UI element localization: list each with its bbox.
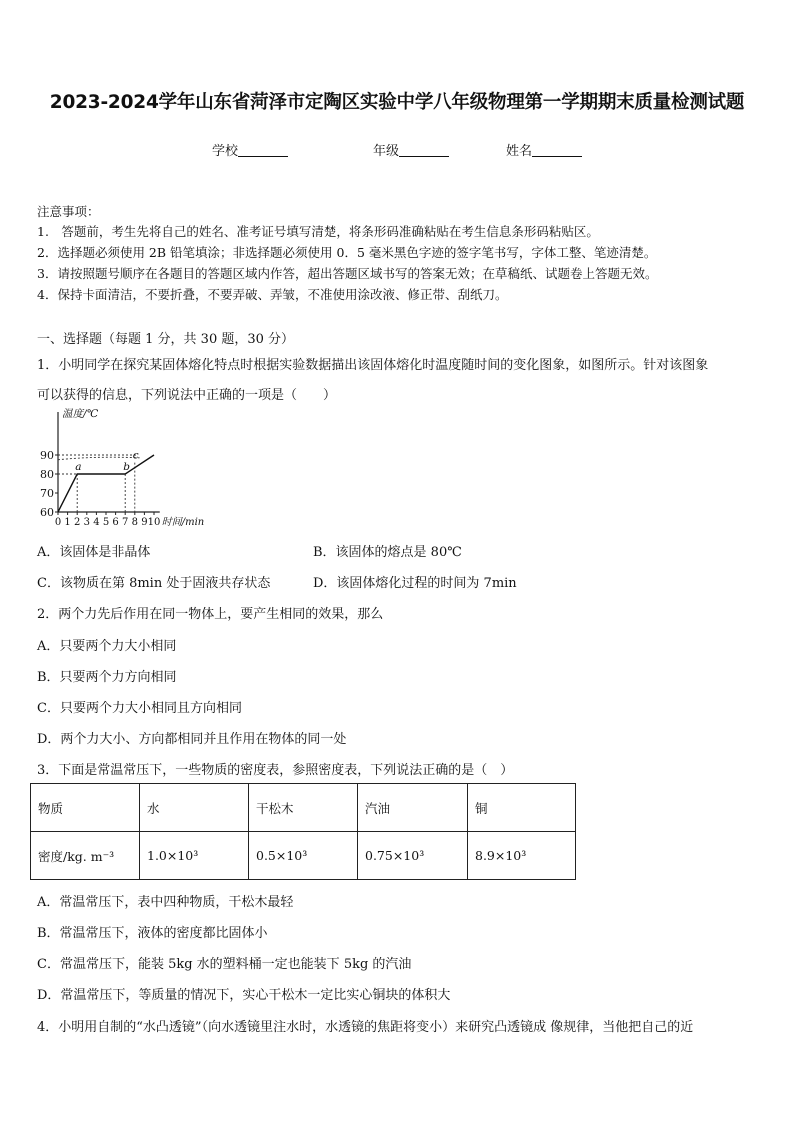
note-item-3: 3．请按照题号顺序在各题目的答题区域内作答，超出答题区域书写的答案无效；在草稿纸、试题卷上答题无效。 <box>37 266 658 281</box>
q3-option-d[interactable]: D．常温常压下，等质量的情况下，实心干松木一定比实心铜块的体积大 <box>37 988 451 1003</box>
chart-series <box>58 455 154 512</box>
q1-option-b[interactable]: B．该固体的熔点是 80℃ <box>313 545 462 560</box>
q2-option-d[interactable]: D．两个力大小、方向都相同并且作用在物体的同一处 <box>37 732 347 747</box>
name-blank <box>532 144 582 157</box>
x-tick-label: 0 <box>54 517 62 528</box>
notes-heading: 注意事项： <box>37 204 100 219</box>
table-cell: 物质 <box>31 784 140 832</box>
y-tick-label: 90 <box>40 449 54 462</box>
table-row <box>31 832 576 880</box>
name-field <box>506 140 582 159</box>
y-axis-title: 温度/℃ <box>62 408 99 420</box>
y-tick-label: 80 <box>40 468 54 481</box>
x-tick-label: 10 <box>147 517 161 528</box>
table-cell: 1.0×10³ <box>140 832 249 880</box>
q2-option-c[interactable]: C．只要两个力大小相同且方向相同 <box>37 701 242 716</box>
document-title: 2023-2024学年山东省菏泽市定陶区实验中学八年级物理第一学期期末质量检测试题 <box>49 92 745 113</box>
x-tick-label: 6 <box>112 517 119 528</box>
upper-dashed-curve <box>58 457 140 460</box>
table-cell: 0.5×10³ <box>249 832 358 880</box>
y-tick-label: 60 <box>40 506 54 519</box>
note-item-1: 1. 答题前，考生先将自己的姓名、准考证号填写清楚，将条形码准确粘贴在考生信息条形码粘贴区。 <box>37 224 599 239</box>
q1-stem-line2: 可以获得的信息，下列说法中正确的一项是（ ） <box>37 388 337 403</box>
q3-stem: 3．下面是常温常压下，一些物质的密度表，参照密度表，下列说法正确的是（ ） <box>37 763 514 778</box>
temperature-line <box>58 455 154 512</box>
x-tick-label: 1 <box>64 517 71 528</box>
density-table <box>30 783 576 880</box>
point-label-a: a <box>75 461 82 473</box>
q2-stem: 2．两个力先后作用在同一物体上，要产生相同的效果，那么 <box>37 607 384 622</box>
table-cell: 铜 <box>468 784 576 832</box>
note-item-4: 4．保持卡面清洁，不要折叠，不要弄破、弄皱，不准使用涂改液、修正带、刮纸刀。 <box>37 287 508 302</box>
q1-option-d[interactable]: D．该固体熔化过程的时间为 7min <box>313 576 517 591</box>
q4-stem: 4．小明用自制的“水凸透镜”（向水透镜里注水时，水透镜的焦距将变小）来研究凸透镜成 像规律，当他把自己的近 <box>37 1020 694 1035</box>
table-cell: 8.9×10³ <box>468 832 576 880</box>
q1-option-a[interactable]: A．该固体是非晶体 <box>37 545 151 560</box>
note-item-2: 2．选择题必须使用 2B 铅笔填涂；非选择题必须使用 0．5 毫米黑色字迹的签字笔书写，字体工整、笔迹清楚。 <box>37 245 657 260</box>
school-field <box>212 140 288 159</box>
grade-label: 年级 <box>373 144 400 159</box>
q3-option-b[interactable]: B．常温常压下，液体的密度都比固体小 <box>37 926 268 941</box>
table-cell: 0.75×10³ <box>358 832 468 880</box>
x-tick-label: 8 <box>131 517 138 528</box>
table-cell: 汽油 <box>358 784 468 832</box>
q3-option-a[interactable]: A．常温常压下，表中四种物质，干松木最轻 <box>37 895 294 910</box>
q2-option-a[interactable]: A．只要两个力大小相同 <box>37 639 177 654</box>
x-tick-label: 4 <box>93 517 100 528</box>
x-tick-label: 3 <box>83 517 90 528</box>
q1-stem-line1: 1．小明同学在探究某固体熔化特点时根据实验数据描出该固体熔化时温度随时间的变化图象，如图所示。针对该图象 <box>37 358 709 373</box>
grade-blank <box>399 144 449 157</box>
table-cell: 水 <box>140 784 249 832</box>
school-blank <box>238 144 288 157</box>
point-label-b: b <box>123 461 130 473</box>
q1-option-c[interactable]: C．该物质在第 8min 处于固液共存状态 <box>37 576 271 591</box>
x-tick-label: 2 <box>74 517 81 528</box>
x-axis-title: 时间/min <box>161 517 205 528</box>
y-tick-label: 70 <box>40 487 54 500</box>
table-header-row <box>31 784 576 832</box>
grade-field <box>373 140 449 159</box>
melting-curve-chart <box>38 404 223 530</box>
q3-option-c[interactable]: C．常温常压下，能装 5kg 水的塑料桶一定也能装下 5kg 的汽油 <box>37 957 412 972</box>
x-tick-label: 9 <box>141 517 148 528</box>
school-label: 学校 <box>212 144 239 159</box>
x-tick-label: 7 <box>122 517 129 528</box>
name-label: 姓名 <box>506 144 533 159</box>
section-heading: 一、选择题（每题 1 分，共 30 题，30 分） <box>37 332 295 347</box>
table-cell: 干松木 <box>249 784 358 832</box>
table-cell: 密度/kg. m⁻³ <box>31 832 140 880</box>
q2-option-b[interactable]: B．只要两个力方向相同 <box>37 670 177 685</box>
x-tick-label: 5 <box>102 517 110 528</box>
point-label-c: c <box>132 449 139 462</box>
